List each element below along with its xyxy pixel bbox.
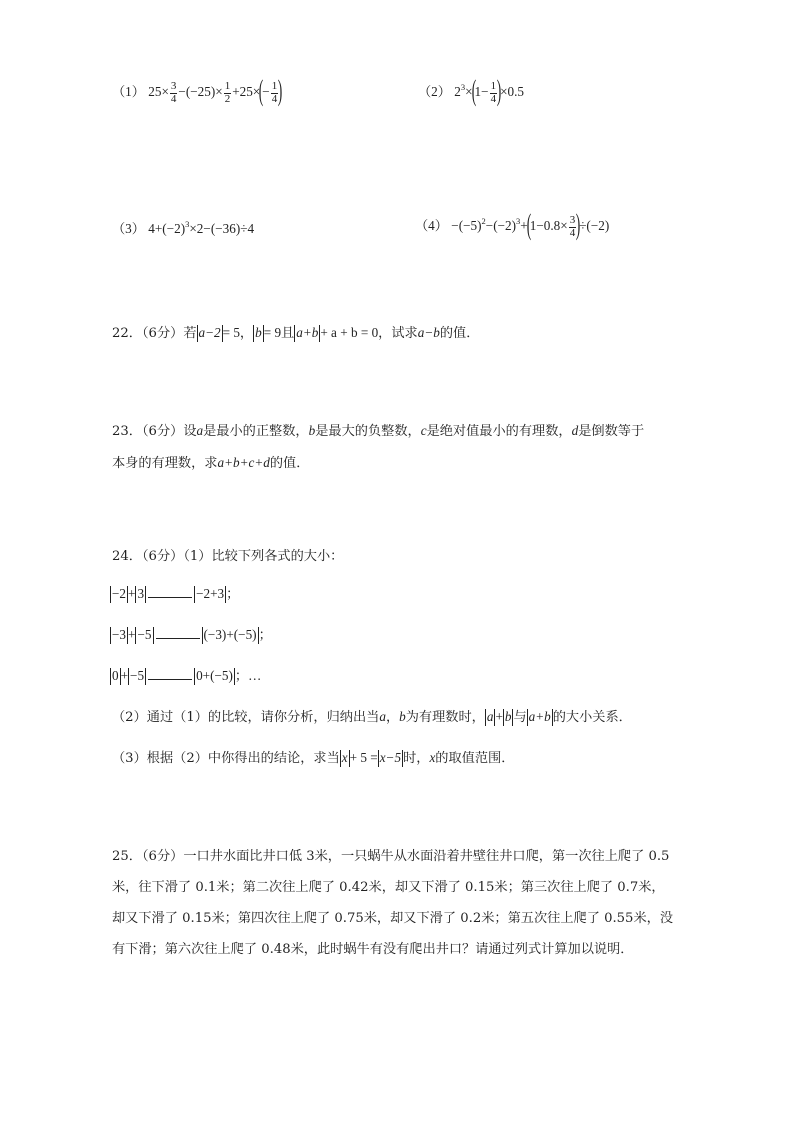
fraction: $\frac{3}{4}$ [170, 79, 177, 105]
question-25-line-1: 25．（6分）一口井水面比井口低 3米，一只蜗牛从水面沿着井壁往井口爬，第一次往上爬了 0.5 [112, 849, 670, 864]
q21-part-1: （1） 25× $\frac{3}{4}$ −(−25)× $\frac{1}{2}$ +25×(− $\frac{1}{4}$ ) [112, 74, 283, 107]
q21-part-4: $(4) -(-5)^2-(-2)^3+(1-0.8\times$ $\frac{3}{4}$ )÷(−2) [415, 208, 610, 241]
comparison-row-2: −3 + −5 (−3)+(−5) ； [112, 627, 272, 642]
fraction: $\frac{1}{4}$ [271, 79, 278, 105]
fraction: $\frac{1}{2}$ [224, 79, 231, 105]
question-25-line-3: 却又下滑了 0.15米；第四次往上爬了 0.75米，却又下滑了 0.2米；第五次往上爬了 0.55米，没 [112, 911, 674, 926]
question-23-line-1: 23．（6分）设a是最小的正整数，b是最大的负整数，c是绝对值最小的有理数，d是倒数等于 [112, 423, 645, 439]
question-24-part-2: （2）通过（1）的比较，请你分析，归纳出当a，b为有理数时， a + b 与 a+b 的大小关系． [112, 709, 632, 725]
question-23-line-2: 本身的有理数，求a+b+c+d的值． [112, 455, 310, 471]
question-25-line-4: 有下滑；第六次往上爬了 0.48米，此时蜗牛有没有爬出井口？请通过列式计算加以说明． [112, 942, 634, 957]
answer-blank[interactable] [148, 667, 192, 680]
answer-blank[interactable] [148, 585, 192, 598]
q21-part-3: （3） $4+(-2)^3\times 2-(-36)\div 4$ [112, 219, 255, 236]
q21-part-2: （2） $2^3\times(1-$ $\frac{1}{4}$ )×0.5 [418, 74, 524, 107]
fraction: $\frac{1}{4}$ [490, 79, 497, 105]
answer-blank[interactable] [156, 626, 200, 639]
question-24-part-3: （3）根据（2）中你得出的结论，求当 x + 5 = x−5 时，x的取值范围． [112, 750, 515, 766]
question-25-line-2: 米，往下滑了 0.1米；第二次往上爬了 0.42米，却又下滑了 0.15米；第三次往上爬了 0.7米， [112, 880, 665, 895]
fraction: $\frac{3}{4}$ [569, 213, 576, 239]
comparison-row-3: 0 + −5 0+(−5) ；… [112, 668, 262, 683]
comparison-row-1: −2 + 3 −2+3 ； [112, 586, 240, 601]
question-22: 22．（6分）若 a−2 = 5， b = 9且 a+b + a + b = 0，试求a−b的值． [112, 325, 480, 341]
question-24-heading: 24．（6分）（1）比较下列各式的大小： [112, 549, 344, 564]
